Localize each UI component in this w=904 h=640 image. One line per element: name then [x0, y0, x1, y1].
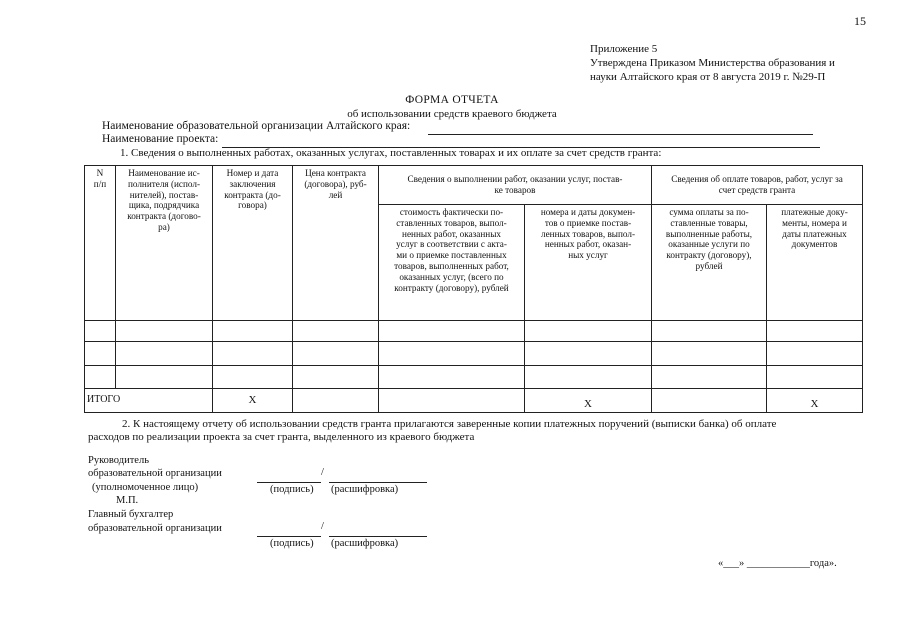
total-label: ИТОГО	[85, 389, 213, 413]
document-subtitle: об использовании средств краевого бюджета	[347, 108, 557, 120]
head-title-1: Руководитель	[88, 455, 149, 466]
appendix-line-1: Приложение 5	[590, 43, 658, 55]
accountant-signature-caption: (подпись)	[270, 538, 314, 549]
head-title-2: образовательной организации	[88, 468, 222, 479]
header-contractor-name: Наименование ис- полнителя (испол- нителей), постав- щика, подрядчика контракта (догово- ра)	[116, 166, 213, 321]
total-acts-x: X	[525, 389, 652, 413]
org-name-underline	[428, 133, 813, 135]
accountant-title-1: Главный бухгалтер	[88, 509, 174, 520]
table-row	[85, 342, 863, 366]
header-payment-sum: сумма оплаты за по- ставленные товары, выполненные работы, оказанные услуги по контракту (договору), рублей	[652, 205, 767, 321]
report-table	[84, 165, 863, 413]
section-2-line-1: 2. К настоящему отчету об использовании средств гранта прилагаются заверенные копии платежных поручений (выписки банка) об оплате	[122, 418, 777, 430]
total-date-x: X	[213, 389, 293, 413]
header-contract-price: Цена контракта (договора), руб- лей	[293, 166, 379, 321]
accountant-title-2: образовательной организации	[88, 523, 222, 534]
header-group-payment: Сведения об оплате товаров, работ, услуг за счет средств гранта	[652, 166, 863, 205]
project-name-label: Наименование проекта:	[102, 133, 219, 145]
header-contract-number-date: Номер и дата заключения контракта (до- говора)	[213, 166, 293, 321]
total-docs-x: X	[767, 389, 863, 413]
header-group-performance: Сведения о выполнении работ, оказании услуг, постав- ке товаров	[379, 166, 652, 205]
total-row	[85, 389, 863, 413]
stamp-mark: М.П.	[116, 495, 139, 506]
section-1-heading: 1. Сведения о выполненных работах, оказанных услугах, поставленных товарах и их оплате за счет средств гранта:	[120, 147, 662, 159]
section-2-line-2: расходов по реализации проекта за счет гранта, выделенного из краевого бюджета	[88, 431, 475, 443]
org-name-label: Наименование образовательной организации Алтайского края:	[102, 120, 411, 132]
page-number: 15	[854, 14, 866, 28]
header-actual-cost: стоимость фактически по- ставленных товаров, выпол- ненных работ, оказанных услуг в соответствии с акта- ми о приемке поставленных товаров, выполненных работ, оказанных услуг, (всего по контракту (договору), рублей	[379, 205, 525, 321]
accountant-signature-slash: /	[321, 521, 324, 532]
table-row	[85, 366, 863, 389]
date-line: «___» ____________года».	[718, 558, 837, 569]
head-title-3: (уполномоченное лицо)	[92, 482, 199, 493]
appendix-line-3: науки Алтайского края от 8 августа 2019 г. №29-П	[590, 71, 826, 83]
header-number: N п/п	[85, 166, 116, 321]
accountant-name-caption: (расшифровка)	[331, 538, 399, 549]
appendix-block	[590, 42, 875, 84]
document-title: ФОРМА ОТЧЕТА	[405, 94, 499, 106]
table-row	[85, 321, 863, 342]
head-name-caption: (расшифровка)	[331, 484, 399, 495]
head-signature-slash: /	[321, 467, 324, 478]
header-acceptance-docs: номера и даты докумен- тов о приемке постав- ленных товаров, выпол- ненных работ, оказан- ных услуг	[525, 205, 652, 321]
header-payment-docs: платежные доку- менты, номера и даты платежных документов	[767, 205, 863, 321]
head-signature-caption: (подпись)	[270, 484, 314, 495]
appendix-line-2: Утверждена Приказом Министерства образования и	[590, 57, 835, 69]
